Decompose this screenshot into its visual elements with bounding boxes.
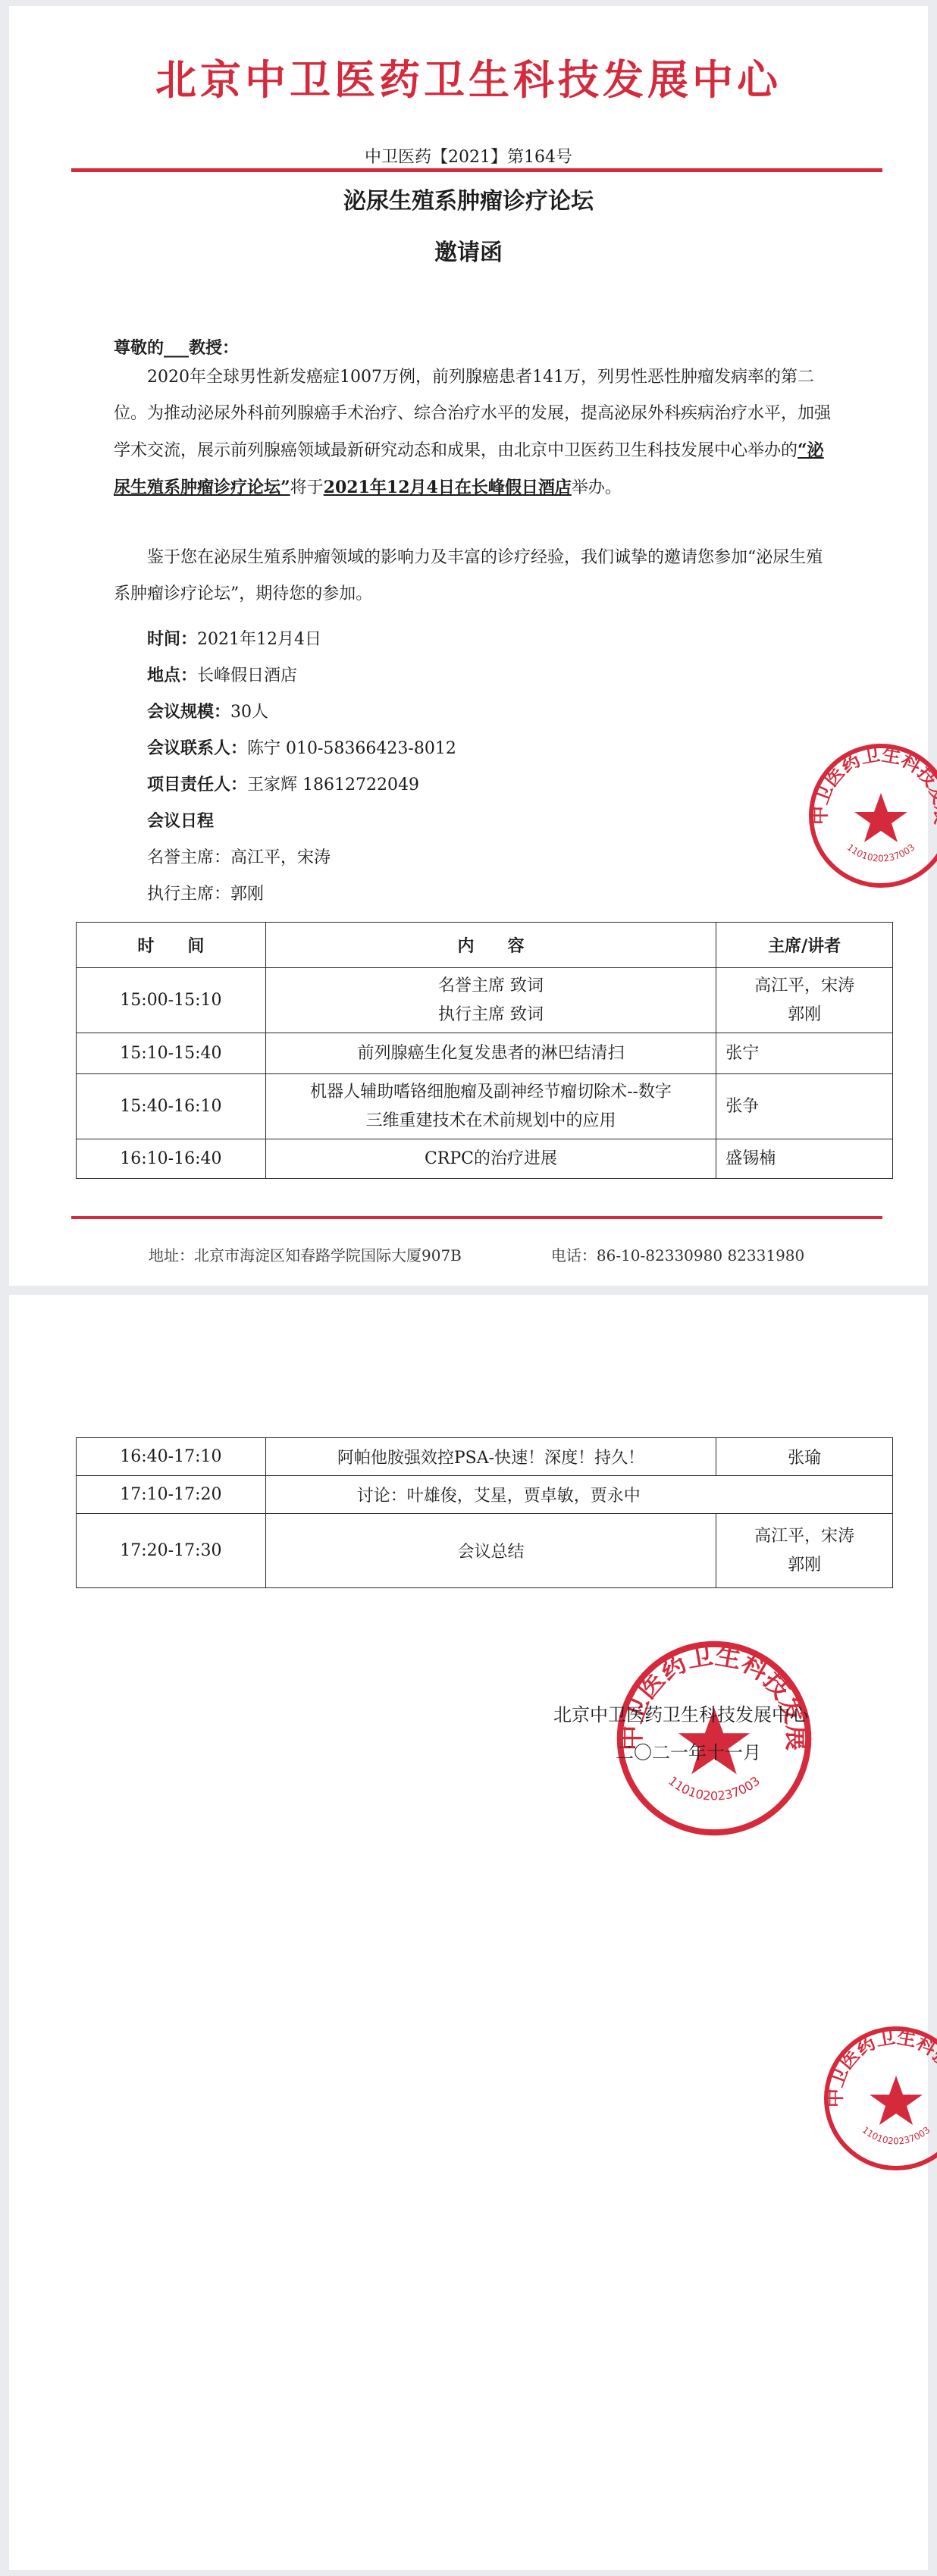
table-row: [77, 1074, 893, 1139]
speaker-line: 郭刚: [788, 1004, 822, 1024]
intro-part-2: 将于: [290, 478, 324, 497]
row-speaker: [716, 1514, 893, 1588]
official-seal-page1: [805, 740, 937, 892]
content-line: 前列腺癌生化复发患者的淋巴结清扫: [357, 1043, 625, 1063]
table-row: [77, 1438, 893, 1476]
row-content: 阿帕他胺强效控PSA-快速！深度！持久！: [265, 1438, 716, 1476]
row-speaker: [716, 1139, 893, 1179]
invitation-page-1: [9, 6, 928, 1286]
speaker-line: 张争: [725, 1096, 760, 1116]
invite-paragraph: 鉴于您在泌尿生殖系肿瘤领域的影响力及丰富的诊疗经验，我们诚挚的邀请您参加“泌尿生殖系肿瘤诊疗论坛”，期待您的参加。: [114, 548, 823, 603]
greeting: 尊敬的___教授：: [114, 338, 240, 358]
org-header-title: 北京中卫医药卫生科技发展中心: [155, 56, 782, 104]
footer-divider: [71, 1216, 882, 1219]
row-content: [265, 1139, 716, 1179]
row-time: 15:00-15:10: [77, 968, 266, 1033]
forum-title: 泌尿生殖系肿瘤诊疗论坛: [343, 188, 594, 215]
table-row: [77, 1033, 893, 1074]
row-time: 15:40-16:10: [77, 1074, 266, 1139]
exec-chair-value: 郭刚: [230, 885, 265, 904]
meeting-place: [147, 663, 297, 686]
intro-forum-name: “泌尿生殖系肿瘤诊疗论坛”: [114, 440, 824, 497]
intro-part-1: 2020年全球男性新发癌症1007万例，前列腺癌患者141万，列男性恶性肿瘤发病率的第二位。为推动泌尿外科前列腺癌手术治疗、综合治疗水平的发展，提高泌尿外科疾病治疗水平，加强学术交流，展示前列腺癌领域最新研究动态和成果，由北京中卫医药卫生科技发展中心举办的: [114, 368, 832, 460]
place-label: 地点：: [147, 666, 198, 685]
row-content: [265, 1074, 716, 1139]
schedule-table: [76, 922, 893, 1179]
speaker-line: 高江平，宋涛: [754, 1526, 855, 1546]
row-time: 17:10-17:20: [77, 1476, 266, 1514]
intro-date-venue: 2021年12月4日在长峰假日酒店: [323, 478, 572, 497]
agenda-label: 会议日程: [147, 811, 215, 831]
header-time: 时 间: [77, 923, 266, 968]
header-speaker: 主席/讲者: [716, 923, 893, 968]
meeting-scale: [147, 699, 268, 722]
schedule-table-continued: [76, 1437, 893, 1588]
content-line: CRPC的治疗进展: [424, 1149, 558, 1168]
header-divider: [71, 168, 882, 172]
speaker-line: 郭刚: [788, 1555, 822, 1575]
owner-label: 项目责任人：: [147, 775, 248, 794]
speaker-line: 盛锡楠: [725, 1149, 776, 1168]
contact-label: 会议联系人：: [147, 738, 248, 758]
meeting-contact: [147, 735, 456, 759]
row-speaker: 张瑜: [716, 1438, 893, 1476]
intro-part-3: 举办。: [571, 478, 622, 497]
meeting-time: [147, 626, 321, 650]
table-row: [77, 1476, 893, 1514]
honorary-chair: [147, 845, 331, 868]
project-owner: [147, 772, 419, 795]
header-content: 内 容: [265, 923, 716, 968]
content-line: 名誉主席 致词: [438, 976, 544, 995]
intro-paragraph: [114, 359, 835, 506]
scale-value: 30人: [230, 703, 269, 722]
speaker-line: 高江平，宋涛: [754, 976, 855, 995]
agenda-heading: [147, 808, 214, 832]
content-line: 机器人辅助嗜铬细胞瘤及副神经节瘤切除术--数字: [310, 1082, 672, 1102]
owner-value: 王家辉 18612722049: [247, 776, 419, 794]
honorary-chair-value: 高江平，宋涛: [230, 848, 331, 867]
content-line: 三维重建技术在术前规划中的应用: [365, 1111, 616, 1130]
place-value: 长峰假日酒店: [197, 666, 298, 685]
row-time: 16:40-17:10: [77, 1438, 266, 1476]
honorary-chair-label: 名誉主席：: [147, 848, 231, 867]
time-label: 时间：: [147, 629, 198, 649]
page-footer: [149, 1243, 804, 1265]
executive-chair: [147, 881, 264, 904]
exec-chair-label: 执行主席：: [147, 885, 231, 904]
row-speaker: [716, 1033, 893, 1074]
scale-label: 会议规模：: [147, 702, 231, 722]
signature-date: 二〇二一年十一月: [616, 1742, 761, 1763]
signature-org: 北京中卫医药卫生科技发展中心: [553, 1704, 808, 1725]
row-content: [265, 1033, 716, 1074]
contact-value: 陈宁 010-58366423-8012: [247, 739, 456, 758]
table-row: [77, 1514, 893, 1588]
official-seal-partial: [820, 2023, 937, 2174]
row-speaker: [716, 968, 893, 1033]
row-time: 15:10-15:40: [77, 1033, 266, 1074]
row-content: 会议总结: [265, 1514, 716, 1588]
speaker-line: 张宁: [725, 1043, 760, 1063]
table-row: [77, 1139, 893, 1179]
invitation-page-2: [9, 1295, 928, 2570]
letter-title: 邀请函: [434, 240, 503, 266]
time-value: 2021年12月4日: [197, 630, 321, 649]
table-row: [77, 968, 893, 1033]
schedule-header-row: [77, 923, 893, 968]
row-time: 16:10-16:40: [77, 1139, 266, 1179]
row-time: 17:20-17:30: [77, 1514, 266, 1588]
document-number: 中卫医药【2021】第164号: [365, 148, 572, 167]
footer-phone: 电话：86-10-82330980 82331980: [550, 1246, 805, 1264]
row-speaker: [716, 1074, 893, 1139]
footer-address: 地址：北京市海淀区知春路学院国际大厦907B: [149, 1246, 462, 1264]
content-line: 执行主席 致词: [438, 1004, 544, 1024]
row-content: [265, 968, 716, 1033]
row-content: 讨论：叶雄俊，艾星，贾卓敏，贾永中: [265, 1476, 892, 1514]
